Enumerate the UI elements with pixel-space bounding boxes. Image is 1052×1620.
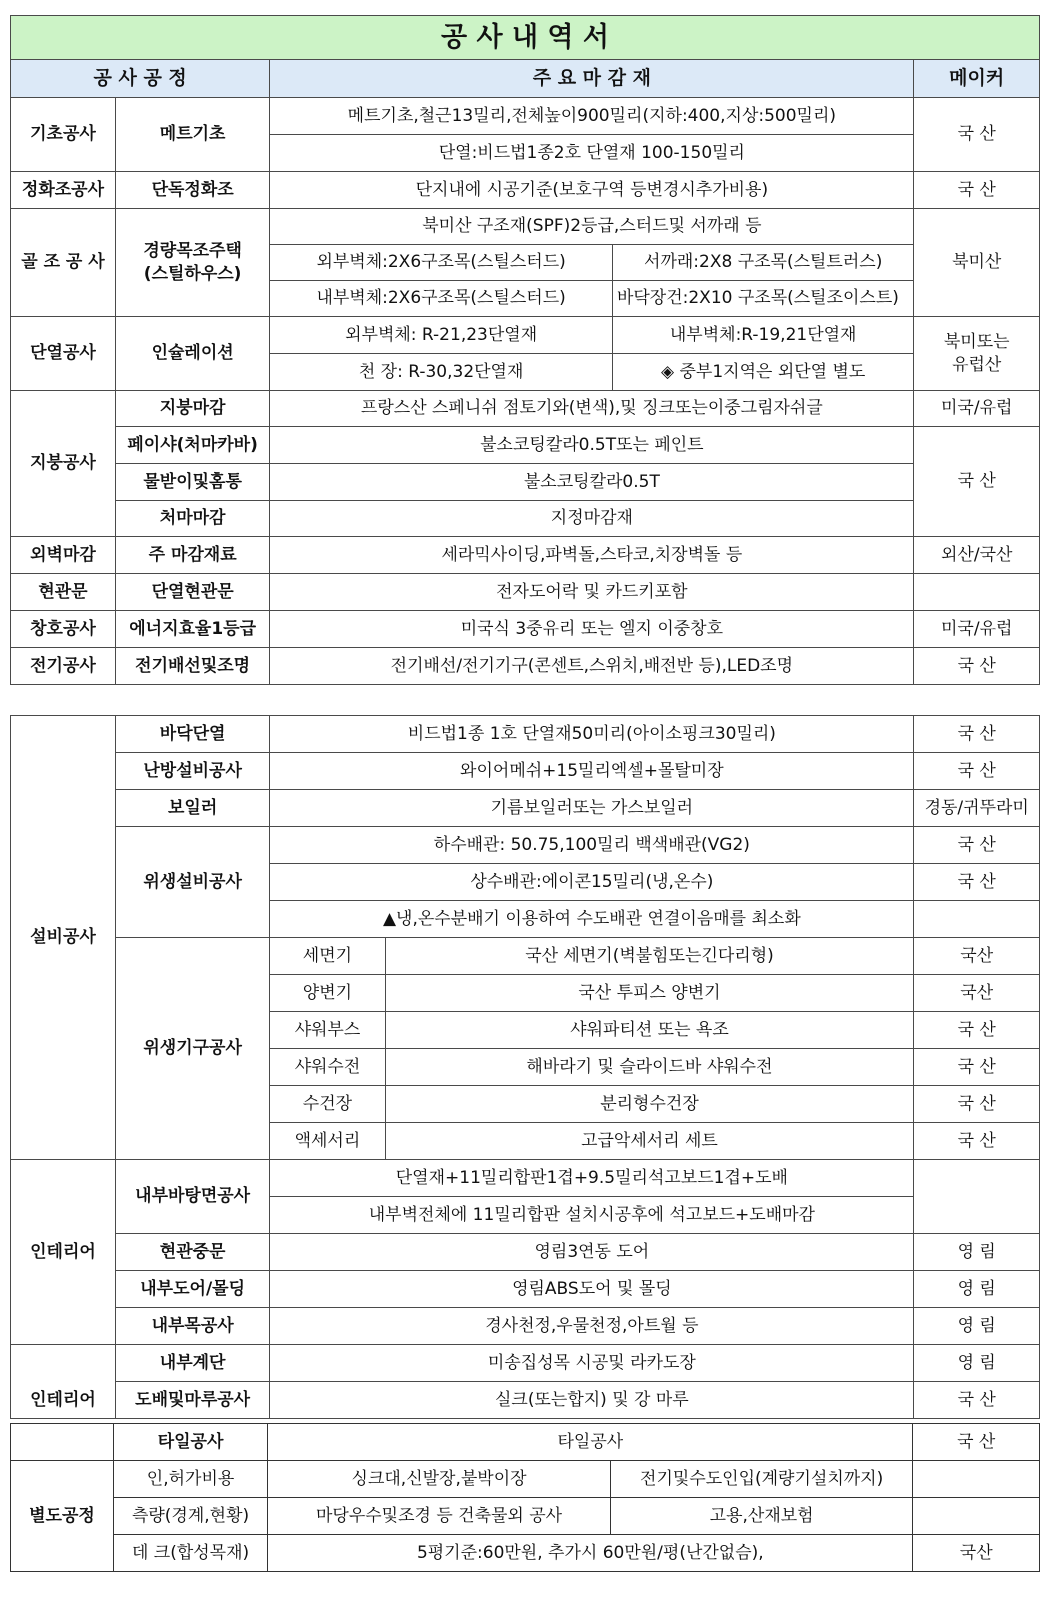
extra-maker: 국산 (913, 1535, 1040, 1572)
material-foundation-2: 단열:비드법1종2호 단열재 100-150밀리 (270, 135, 914, 172)
sub-roof-finish: 지붕마감 (115, 391, 269, 427)
material-tile: 타일공사 (268, 1424, 913, 1461)
category-septic: 정화조공사 (11, 172, 116, 209)
document-title: 공 사 내 역 서 (11, 16, 1040, 60)
sub-tile: 타일공사 (113, 1424, 267, 1461)
maker-roof-group: 국 산 (914, 427, 1040, 537)
material-roof-fascia: 불소코팅칼라0.5T또는 페인트 (270, 427, 914, 464)
material-sanitary-2: 상수배관:에이콘15밀리(냉,온수) (270, 864, 914, 901)
construction-table-equipment (10, 715, 1040, 1419)
material-door: 전자도어락 및 카드키포함 (270, 574, 914, 611)
material-wood: 경사천정,우물천정,아트월 등 (270, 1308, 914, 1345)
sub-indoor: 내부도어/몰딩 (115, 1271, 269, 1308)
material-sanitary-1: 하수배관: 50.75,100밀리 백색배관(VG2) (270, 827, 914, 864)
material-boiler: 기름보일러또는 가스보일러 (270, 790, 914, 827)
maker-door (914, 574, 1040, 611)
maker-exterior: 외산/국산 (914, 537, 1040, 574)
maker-wallpaper: 국 산 (914, 1382, 1040, 1419)
fixture-name: 수건장 (270, 1086, 385, 1123)
material-base-1: 단열재+11밀리합판1겹+9.5밀리석고보드1겹+도배 (270, 1160, 914, 1197)
category-extra: 별도공정 (11, 1461, 114, 1572)
category-roof: 지붕공사 (11, 391, 116, 537)
category-tile (11, 1424, 114, 1461)
material-roof-gutter: 불소코팅칼라0.5T (270, 464, 914, 501)
fixture-material: 샤워파티션 또는 욕조 (385, 1012, 914, 1049)
maker-foundation: 국 산 (914, 98, 1040, 172)
maker-roof-finish: 미국/유럽 (914, 391, 1040, 427)
material-exterior: 세라믹사이딩,파벽돌,스타코,치장벽돌 등 (270, 537, 914, 574)
sub-sanitary: 위생설비공사 (115, 827, 269, 938)
sub-stairs: 내부계단 (115, 1345, 269, 1382)
fixture-material: 고급악세서리 세트 (385, 1123, 914, 1160)
extra-item-b: 마당우수및조경 등 건축물외 공사 (268, 1498, 611, 1535)
sub-wood: 내부목공사 (115, 1308, 269, 1345)
material-sanitary-3: ▲냉,온수분배기 이용하여 수도배관 연결이음매를 최소화 (270, 901, 914, 938)
material-foundation-1: 메트기초,철근13밀리,전체높이900밀리(지하:400,지상:500밀리) (270, 98, 914, 135)
extra-item-c: 고용,산재보험 (610, 1498, 913, 1535)
category-foundation: 기초공사 (11, 98, 116, 172)
material-floor: 비드법1종 1호 단열재50미리(아이소핑크30밀리) (270, 716, 914, 753)
extra-item-b: 싱크대,신발장,붙박이장 (268, 1461, 611, 1498)
category-insulation: 단열공사 (11, 317, 116, 391)
construction-table-main (10, 15, 1040, 685)
maker-stairs: 영 림 (914, 1345, 1040, 1382)
maker-septic: 국 산 (914, 172, 1040, 209)
sub-heating: 난방설비공사 (115, 753, 269, 790)
fixture-material: 분리형수건장 (385, 1086, 914, 1123)
material-frame-1: 북미산 구조재(SPF)2등급,스터드및 서까래 등 (270, 209, 914, 245)
category-frame: 골 조 공 사 (11, 209, 116, 317)
maker-tile: 국 산 (913, 1424, 1040, 1461)
extra-item-a: 데 크(합성목재) (113, 1535, 267, 1572)
material-insulation-1a: 외부벽체: R-21,23단열재 (270, 317, 613, 354)
extra-item-a: 측량(경계,현황) (113, 1498, 267, 1535)
maker-electric: 국 산 (914, 648, 1040, 685)
sub-septic: 단독정화조 (115, 172, 269, 209)
sub-window: 에너지효율1등급 (115, 611, 269, 648)
maker-floor: 국 산 (914, 716, 1040, 753)
extra-maker (913, 1461, 1040, 1498)
material-roof-eaves: 지정마감재 (270, 501, 914, 537)
material-indoor: 영림ABS도어 및 몰딩 (270, 1271, 914, 1308)
maker-sanitary-1: 국 산 (914, 827, 1040, 864)
material-frame-3b: 바닥장건:2X10 구조목(스틸조이스트) (612, 281, 913, 317)
fixture-maker: 국 산 (914, 1123, 1040, 1160)
maker-wood: 영 림 (914, 1308, 1040, 1345)
maker-indoor: 영 림 (914, 1271, 1040, 1308)
sub-electric: 전기배선및조명 (115, 648, 269, 685)
fixture-name: 샤워부스 (270, 1012, 385, 1049)
material-electric: 전기배선/전기기구(콘센트,스위치,배전반 등),LED조명 (270, 648, 914, 685)
material-wallpaper: 실크(또는합지) 및 강 마루 (270, 1382, 914, 1419)
sub-insulation: 인슐레이션 (115, 317, 269, 391)
maker-sanitary-2: 국 산 (914, 864, 1040, 901)
extra-item-b: 5평기준:60만원, 추가시 60만원/평(난간없슴), (268, 1535, 913, 1572)
extra-item-c: 전기및수도인입(계량기설치까지) (610, 1461, 913, 1498)
sub-frame: 경량목조주택 (스틸하우스) (115, 209, 269, 317)
category-door: 현관문 (11, 574, 116, 611)
fixture-maker: 국 산 (914, 1086, 1040, 1123)
fixture-maker: 국산 (914, 938, 1040, 975)
fixture-material: 국산 세면기(벽불힘또는긴다리형) (385, 938, 914, 975)
category-interior: 인테리어 (11, 1160, 116, 1345)
header-materials: 주 요 마 감 재 (270, 60, 914, 98)
sub-fixtures: 위생기구공사 (115, 938, 269, 1160)
fixture-material: 국산 투피스 양변기 (385, 975, 914, 1012)
material-insulation-2b: ◈ 중부1지역은 외단열 별도 (612, 354, 913, 391)
header-maker: 메이커 (914, 60, 1040, 98)
sub-middoor: 현관중문 (115, 1234, 269, 1271)
category-exterior: 외벽마감 (11, 537, 116, 574)
material-frame-2a: 외부벽체:2X6구조목(스틸스터드) (270, 245, 613, 281)
sub-boiler: 보일러 (115, 790, 269, 827)
sub-base: 내부바탕면공사 (115, 1160, 269, 1234)
maker-middoor: 영 림 (914, 1234, 1040, 1271)
sub-door: 단열현관문 (115, 574, 269, 611)
maker-frame: 북미산 (914, 209, 1040, 317)
construction-table-extra (10, 1423, 1040, 1572)
maker-heating: 국 산 (914, 753, 1040, 790)
fixture-name: 액세서리 (270, 1123, 385, 1160)
material-roof-finish: 프랑스산 스페니쉬 점토기와(변색),및 징크또는이중그림자쉬글 (270, 391, 914, 427)
category-window: 창호공사 (11, 611, 116, 648)
fixture-name: 양변기 (270, 975, 385, 1012)
maker-sanitary-3 (914, 901, 1040, 938)
sub-roof-gutter: 물받이및홈통 (115, 464, 269, 501)
maker-base (914, 1160, 1040, 1234)
extra-maker (913, 1498, 1040, 1535)
extra-item-a: 인,허가비용 (113, 1461, 267, 1498)
material-base-2: 내부벽전체에 11밀리합판 설치시공후에 석고보드+도배마감 (270, 1197, 914, 1234)
material-insulation-2a: 천 장: R-30,32단열재 (270, 354, 613, 391)
sub-wallpaper: 도배및마루공사 (115, 1382, 269, 1419)
material-insulation-1b: 내부벽체:R-19,21단열재 (612, 317, 913, 354)
category-interior-2: 인테리어 (11, 1345, 116, 1419)
sub-foundation: 메트기초 (115, 98, 269, 172)
material-window: 미국식 3중유리 또는 엘지 이중창호 (270, 611, 914, 648)
sub-exterior: 주 마감재료 (115, 537, 269, 574)
material-frame-2b: 서까래:2X8 구조목(스틸트러스) (612, 245, 913, 281)
material-middoor: 영림3연동 도어 (270, 1234, 914, 1271)
material-frame-3a: 내부벽체:2X6구조목(스틸스터드) (270, 281, 613, 317)
fixture-material: 해바라기 및 슬라이드바 샤워수전 (385, 1049, 914, 1086)
maker-boiler: 경동/귀뚜라미 (914, 790, 1040, 827)
fixture-name: 세면기 (270, 938, 385, 975)
sub-floor: 바닥단열 (115, 716, 269, 753)
fixture-name: 샤워수전 (270, 1049, 385, 1086)
header-process: 공 사 공 정 (11, 60, 270, 98)
maker-insulation: 북미또는 유럽산 (914, 317, 1040, 391)
material-stairs: 미송집성목 시공및 라카도장 (270, 1345, 914, 1382)
material-heating: 와이어메쉬+15밀리엑셀+몰탈미장 (270, 753, 914, 790)
fixture-maker: 국 산 (914, 1049, 1040, 1086)
maker-window: 미국/유럽 (914, 611, 1040, 648)
fixture-maker: 국 산 (914, 1012, 1040, 1049)
sub-roof-fascia: 페이샤(처마카바) (115, 427, 269, 464)
sub-roof-eaves: 처마마감 (115, 501, 269, 537)
category-equipment: 설비공사 (11, 716, 116, 1160)
category-electric: 전기공사 (11, 648, 116, 685)
fixture-maker: 국산 (914, 975, 1040, 1012)
material-septic: 단지내에 시공기준(보호구역 등변경시추가비용) (270, 172, 914, 209)
